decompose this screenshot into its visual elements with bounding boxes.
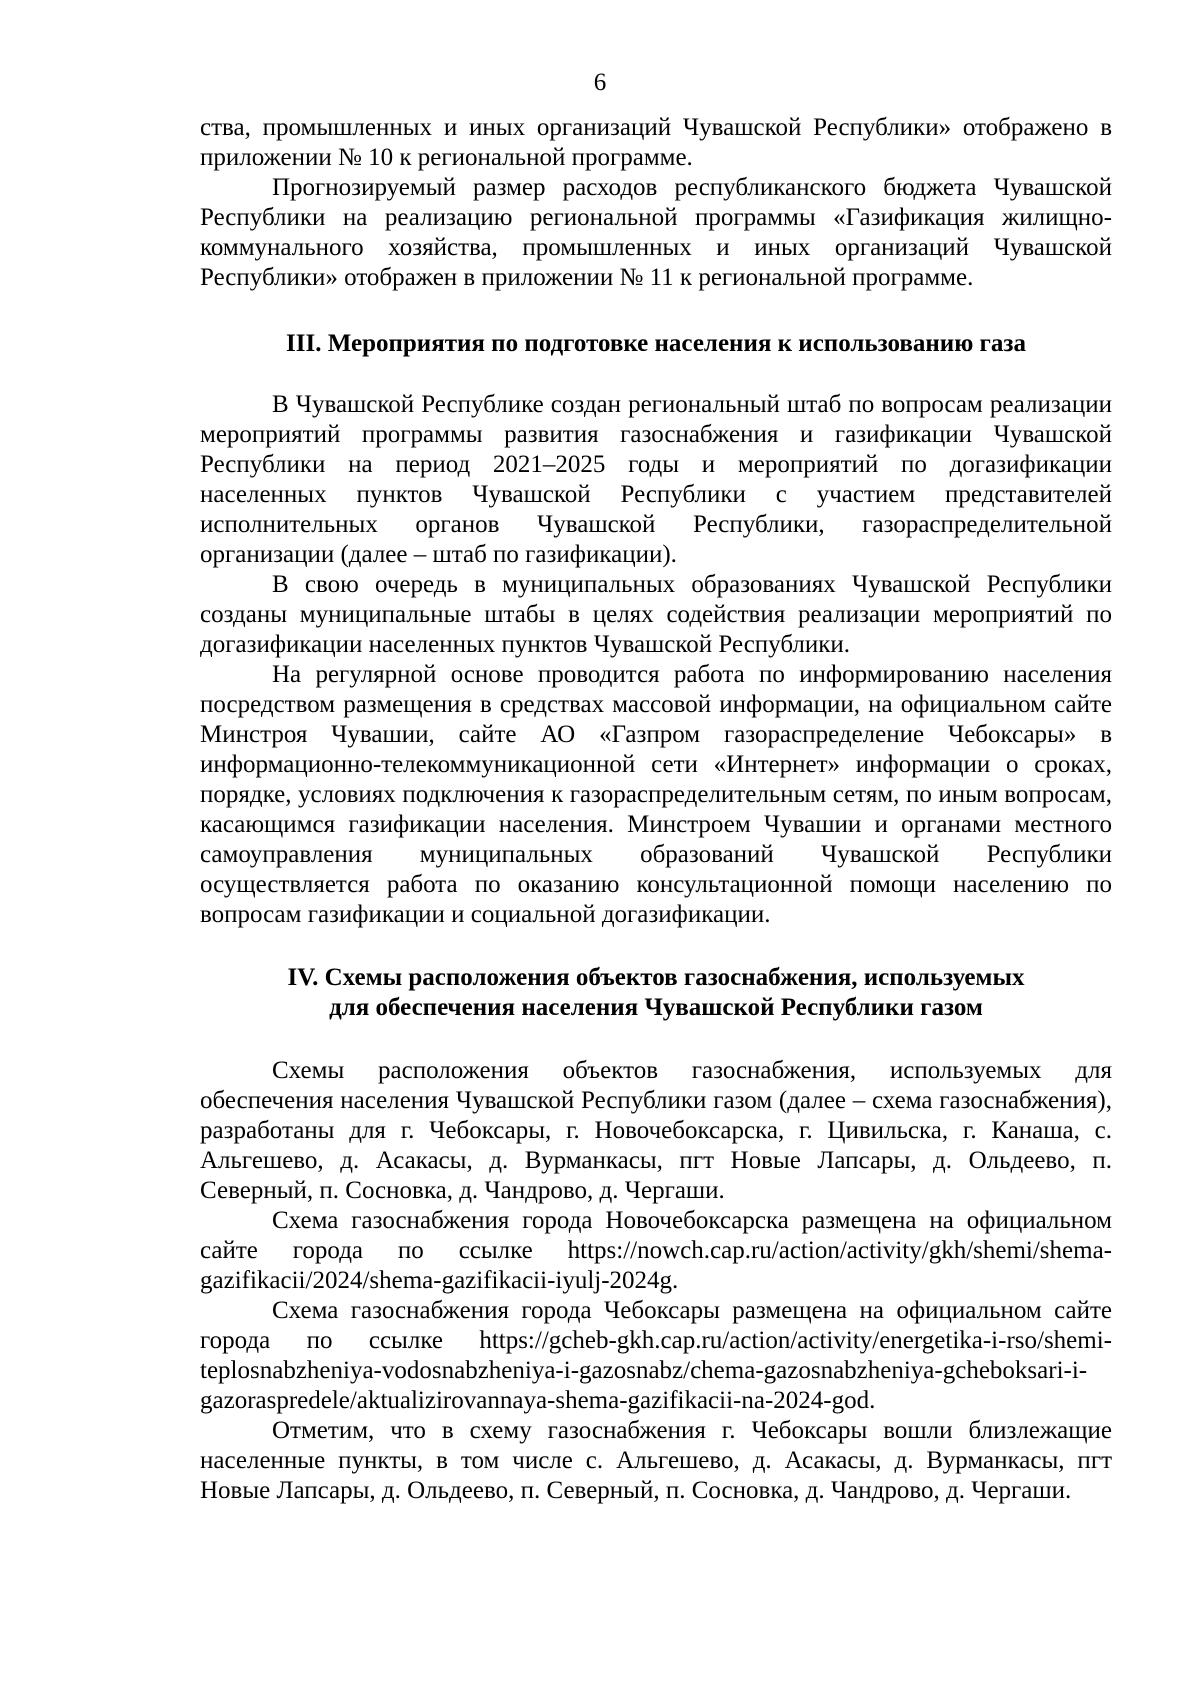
- spacer: [200, 293, 1112, 329]
- intro-paragraph-budget: Прогнозируемый размер расходов республиканского бюджета Чувашской Республики на реализацию региональной программы «Газификация жилищно-коммунального хозяйства, промышленных и иных организаций Чувашской Республики» отображен в приложении № 11 к региональной программе.: [200, 174, 1112, 291]
- spacer: [200, 930, 1112, 963]
- section-4-paragraph-1: Схемы расположения объектов газоснабжения, используемых для обеспечения населения Чувашской Республики газом (далее – схема газоснабжения), разработаны для г. Чебоксары, г. Новочебоксарска, г. Цивильска, г. Канаша, с. Альгешево, д. Асакасы, д. Вурманкасы, пгт Новые Лапсары, д. Ольдеево, п. Северный, п. Сосновка, д. Чандрово, д. Чергаши.: [200, 1057, 1112, 1204]
- section-4-paragraph-2: Схема газоснабжения города Новочебоксарска размещена на официальном сайте города по ссылке https://nowch.cap.ru/action/activity/gkh/shemi/shema-gazifikacii/2024/shema-gazifikacii-iyulj-2024g.: [200, 1207, 1112, 1294]
- section-3-paragraph-3: На регулярной основе проводится работа по информированию населения посредством размещения в средствах массовой информации, на официальном сайте Минстроя Чувашии, сайте АО «Газпром газораспределение Чебоксары» в информационно-телекоммуникационной сети «Интернет» информации о сроках, порядке, условиях подключения к газораспределительным сетям, по иным вопросам, касающимся газификации населения. Минстроем Чувашии и органами местного самоуправления муниципальных образований Чувашской Республики осуществляется работа по оказанию консультационной помощи населению по вопросам газификации и социальной догазификации.: [200, 661, 1112, 928]
- section-3-heading: III. Мероприятия по подготовке населения к использованию газа: [286, 330, 1026, 357]
- spacer: [200, 1023, 1112, 1056]
- section-4-heading-line-2: для обеспечения населения Чувашской Республики газом: [329, 994, 983, 1021]
- section-4-heading: [200, 963, 1112, 1023]
- spacer: [200, 359, 1112, 390]
- intro-paragraph-continuation: ства, промышленных и иных организаций Чувашской Республики» отображено в приложении № 10 к региональной программе.: [200, 114, 1112, 171]
- section-4-paragraph-3: Схема газоснабжения города Чебоксары размещена на официальном сайте города по ссылке https://gcheb-gkh.cap.ru/action/activity/energetika-i-rso/shemi-teplosnabzheniya-vodosnabzheniya-i-gazosnabz/chema-gazosnabzheniya-gcheboksari-i-gazoraspredele/aktualizirovannaya-shema-gazifikacii-na-2024-god.: [200, 1297, 1112, 1414]
- section-3-paragraph-2: В свою очередь в муниципальных образованиях Чувашской Республики созданы муниципальные штабы в целях содействия реализации мероприятий по догазификации населенных пунктов Чувашской Республики.: [200, 571, 1112, 658]
- document-body: [200, 113, 1112, 1506]
- section-4-heading-line-1: IV. Схемы расположения объектов газоснабжения, используемых: [287, 964, 1025, 991]
- page-number: 6: [593, 69, 607, 96]
- section-3-paragraph-1: В Чувашской Республике создан региональный штаб по вопросам реализации мероприятий программы развития газоснабжения и газификации Чувашской Республики на период 2021–2025 годы и мероприятий по догазификации населенных пунктов Чувашской Республики с участием представителей исполнительных органов Чувашской Республики, газораспределительной организации (далее – штаб по газификации).: [200, 391, 1112, 568]
- section-4-paragraph-4: Отметим, что в схему газоснабжения г. Чебоксары вошли близлежащие населенные пункты, в том числе с. Альгешево, д. Асакасы, д. Вурманкасы, пгт Новые Лапсары, д. Ольдеево, п. Северный, п. Сосновка, д. Чандрово, д. Чергаши.: [200, 1417, 1112, 1504]
